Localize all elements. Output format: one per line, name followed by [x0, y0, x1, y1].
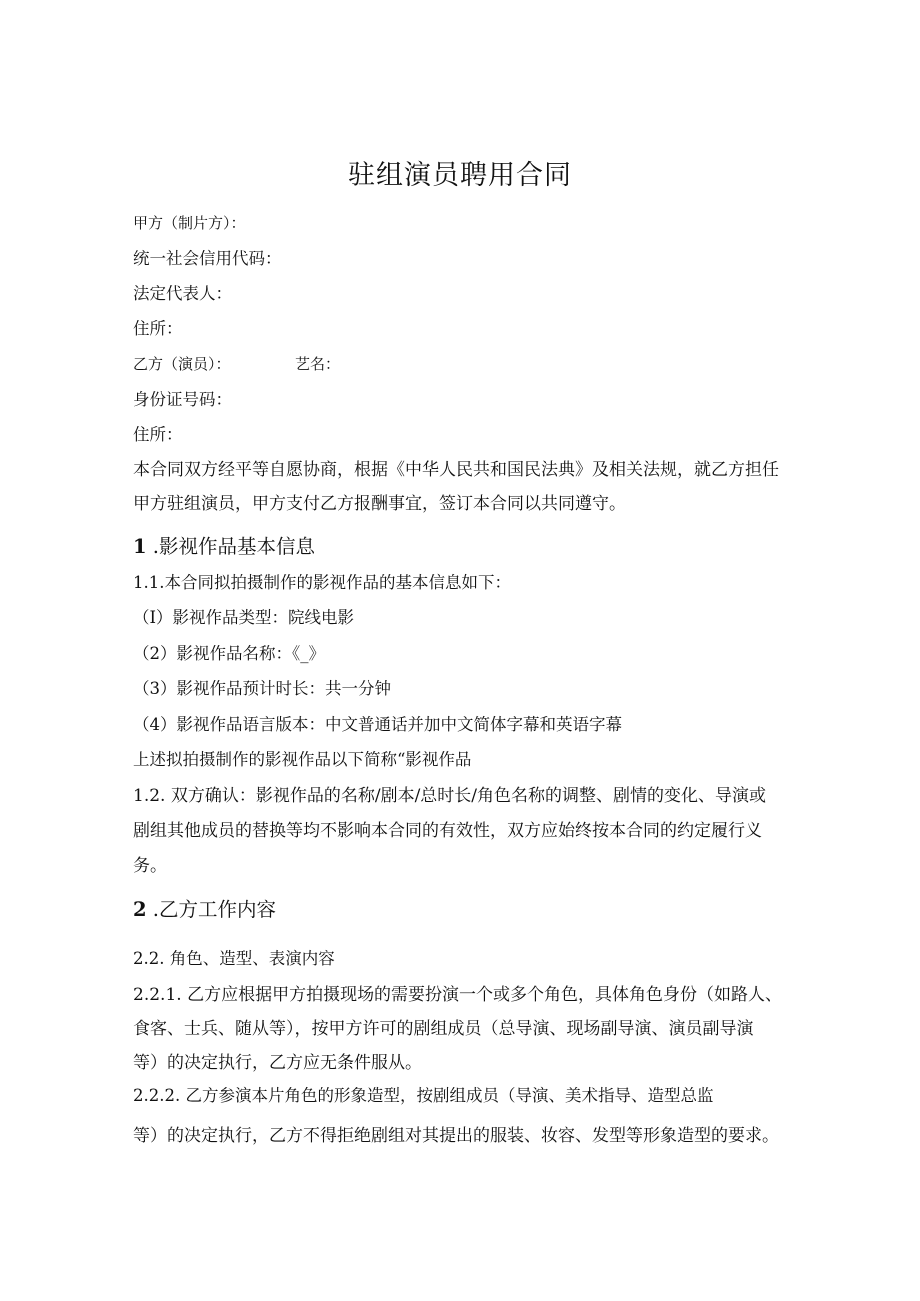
- intro-paragraph-line: 甲方驻组演员，甲方支付乙方报酬事宜，签订本合同以共同遵守。: [133, 494, 626, 514]
- clause-1-2-line: 务。: [133, 856, 167, 876]
- clause-2-2-2-line: 等）的决定执行，乙方不得拒绝剧组对其提出的服装、妆容、发型等形象造型的要求。: [133, 1126, 779, 1146]
- list-item: （3）影视作品预计时长：共一分钟: [133, 679, 391, 698]
- clause-2-2-1-line: 食客、士兵、随从等），按甲方许可的剧组成员（总导演、现场副导演、演员副导演: [133, 1019, 754, 1039]
- list-item: （4）影视作品语言版本：中文普通话并加中文简体字幕和英语字幕: [133, 715, 622, 734]
- clause-2-2-2-line: 2.2.2. 乙方参演本片角色的形象造型，按剧组成员（导演、美术指导、造型总监: [133, 1086, 714, 1105]
- section-2-title: .乙方工作内容: [146, 898, 276, 921]
- section-1-title: .影视作品基本信息: [146, 535, 315, 558]
- work-alias-note: 上述拟拍摄制作的影视作品以下简称“影视作品: [133, 750, 472, 769]
- credit-code-label: 统一社会信用代码：: [133, 249, 282, 268]
- document-title: 驻组演员聘用合同: [348, 160, 572, 191]
- section-1-heading: [133, 537, 315, 557]
- intro-paragraph-line: 本合同双方经平等自愿协商，根据《中华人民共和国民法典》及相关法规，就乙方担任: [133, 460, 779, 480]
- stage-name-label: 艺名：: [295, 355, 341, 373]
- clause-2-2-1-line: 2.2.1. 乙方应根据甲方拍摄现场的需要扮演一个或多个角色，具体角色身份（如路人、: [133, 985, 783, 1005]
- section-2-heading: [133, 900, 276, 920]
- address-a-label: 住所：: [133, 319, 183, 338]
- clause-1-2-line: 剧组其他成员的替换等均不影响本合同的有效性，双方应始终按本合同的约定履行义: [133, 821, 762, 841]
- clause-1-2-line: 1.2. 双方确认：影视作品的名称/剧本/总时长/角色名称的调整、剧情的变化、导演或: [133, 786, 767, 806]
- clause-1-1: 1.1.本合同拟拍摄制作的影视作品的基本信息如下：: [133, 573, 511, 592]
- party-a-label: 甲方（制片方）：: [133, 214, 246, 232]
- address-b-label: 住所：: [133, 425, 183, 444]
- list-item: （2）影视作品名称：《_》: [133, 644, 325, 663]
- section-2-number: 2: [133, 898, 147, 921]
- list-item: （I）影视作品类型：院线电影: [133, 608, 355, 627]
- clause-2-2: 2.2. 角色、造型、表演内容: [133, 949, 335, 968]
- clause-2-2-1-line: 等）的决定执行，乙方应无条件服从。: [133, 1053, 422, 1073]
- id-number-label: 身份证号码：: [133, 390, 232, 409]
- section-1-number: 1: [133, 535, 147, 558]
- party-b-label: 乙方（演员）：: [133, 355, 231, 373]
- legal-rep-label: 法定代表人：: [133, 284, 232, 303]
